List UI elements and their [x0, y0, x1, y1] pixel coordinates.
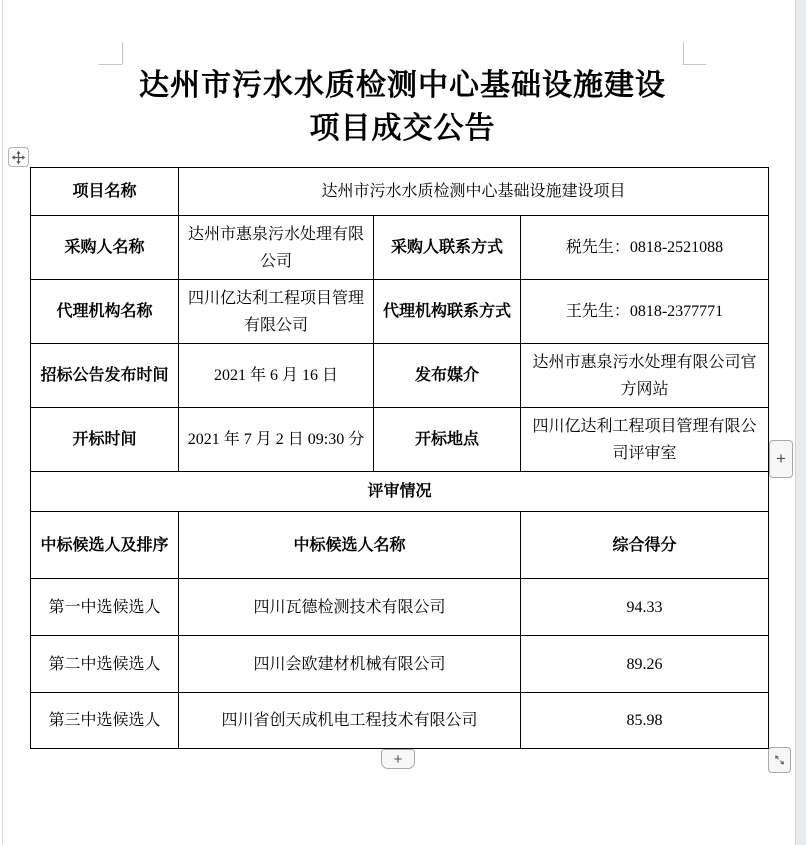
purchaser-name-label-cell[interactable]: 采购人名称 [31, 216, 179, 280]
insert-row-button[interactable] [381, 749, 415, 769]
candidate-rank-cell[interactable]: 第三中选候选人 [31, 693, 179, 749]
project-name-value-cell[interactable]: 达州市污水水质检测中心基础设施建设项目 [179, 168, 769, 216]
resize-icon [772, 752, 787, 768]
project-name-label-cell[interactable]: 项目名称 [31, 168, 179, 216]
agency-contact-value-cell[interactable]: 王先生：0818-2377771 [521, 280, 769, 344]
table-move-handle[interactable] [8, 147, 29, 167]
candidate-rank-cell[interactable]: 第一中选候选人 [31, 579, 179, 636]
agency-name-value-cell[interactable]: 四川亿达利工程项目管理有限公司 [179, 280, 374, 344]
candidate-rank-header-cell[interactable]: 中标候选人及排序 [31, 512, 179, 579]
table-row [31, 512, 769, 579]
cropmark-vertical-line [683, 42, 684, 64]
candidate-score-cell[interactable]: 89.26 [521, 636, 769, 693]
purchaser-contact-value-cell[interactable]: 税先生：0818-2521088 [521, 216, 769, 280]
cropmark-vertical-line [122, 42, 123, 64]
candidate-score-header-cell[interactable]: 综合得分 [521, 512, 769, 579]
bid-opening-place-label-cell[interactable]: 开标地点 [374, 408, 521, 472]
bid-opening-time-label-cell[interactable]: 开标时间 [31, 408, 179, 472]
review-section-header-cell[interactable]: 评审情况 [31, 472, 769, 512]
table-row [31, 344, 769, 408]
notice-date-value-cell[interactable]: 2021 年 6 月 16 日 [179, 344, 374, 408]
plus-icon: + [776, 449, 786, 468]
announcement-table [30, 167, 769, 749]
candidate-name-cell[interactable]: 四川瓦德检测技术有限公司 [179, 579, 521, 636]
table-row [31, 280, 769, 344]
candidate-name-cell[interactable]: 四川会欧建材机械有限公司 [179, 636, 521, 693]
candidate-row [31, 579, 769, 636]
table-row [31, 408, 769, 472]
table-row [31, 472, 769, 512]
candidate-score-cell[interactable]: 85.98 [521, 693, 769, 749]
publish-media-label-cell[interactable]: 发布媒介 [374, 344, 521, 408]
purchaser-name-value-cell[interactable]: 达州市惠泉污水处理有限公司 [179, 216, 374, 280]
purchaser-contact-label-cell[interactable]: 采购人联系方式 [374, 216, 521, 280]
bid-opening-time-value-cell[interactable]: 2021 年 7 月 2 日 09:30 分 [179, 408, 374, 472]
candidate-score-cell[interactable]: 94.33 [521, 579, 769, 636]
cropmark-horizontal-line [683, 64, 706, 65]
move-icon [11, 150, 26, 165]
agency-contact-label-cell[interactable]: 代理机构联系方式 [374, 280, 521, 344]
candidate-name-header-cell[interactable]: 中标候选人名称 [179, 512, 521, 579]
notice-date-label-cell[interactable]: 招标公告发布时间 [31, 344, 179, 408]
document-title-line-2: 项目成交公告 [309, 112, 496, 145]
text-boundary-mark-top-left [99, 42, 123, 65]
candidate-name-cell[interactable]: 四川省创天成机电工程技术有限公司 [179, 693, 521, 749]
document-title-line-1: 达州市污水水质检测中心基础设施建设 [139, 69, 666, 102]
candidate-row [31, 693, 769, 749]
publish-media-value-cell[interactable]: 达州市惠泉污水处理有限公司官方网站 [521, 344, 769, 408]
text-boundary-mark-top-right [683, 42, 707, 65]
page-right-margin-strip [795, 0, 806, 845]
page-left-edge [2, 0, 3, 845]
table-row [31, 216, 769, 280]
candidate-row [31, 636, 769, 693]
plus-icon: + [393, 750, 403, 768]
document-title [122, 64, 683, 150]
bid-opening-place-value-cell[interactable]: 四川亿达利工程项目管理有限公司评审室 [521, 408, 769, 472]
insert-column-button[interactable] [769, 440, 793, 478]
cropmark-horizontal-line [99, 64, 122, 65]
table-row [31, 168, 769, 216]
candidate-rank-cell[interactable]: 第二中选候选人 [31, 636, 179, 693]
agency-name-label-cell[interactable]: 代理机构名称 [31, 280, 179, 344]
table-resize-handle[interactable] [768, 747, 791, 773]
